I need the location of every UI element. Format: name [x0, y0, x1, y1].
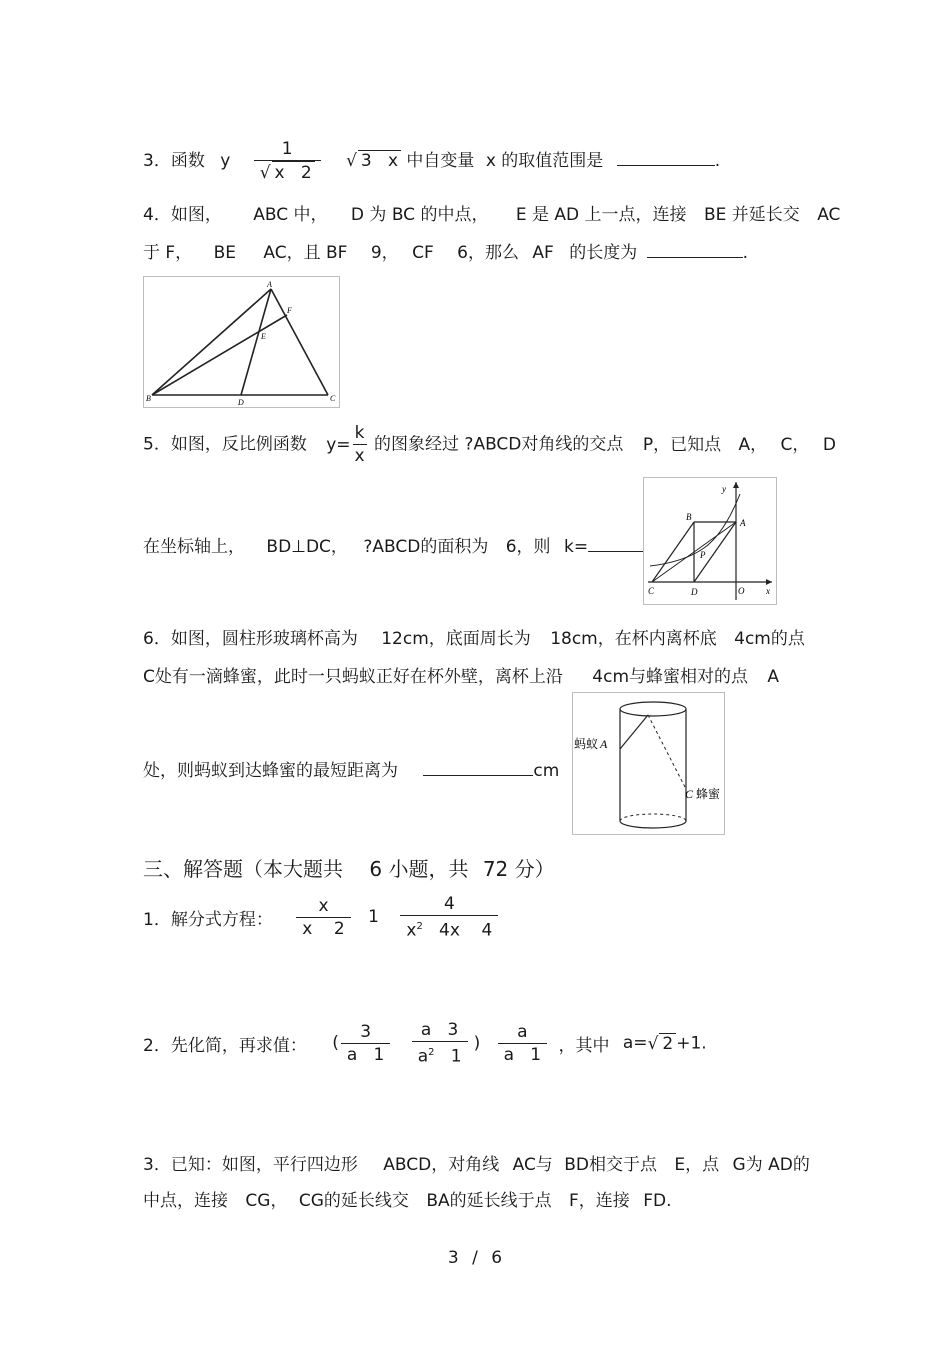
q4-fig-label-b: B: [146, 394, 151, 403]
q5-point-c: C，: [780, 434, 810, 455]
q4-at-f: 于 F，: [143, 243, 193, 263]
question-5-line-2: [143, 532, 673, 557]
question-6-line-2: [143, 662, 779, 687]
p3-bd: BD相交于点: [564, 1155, 657, 1175]
p2-fraction-1: $\frac{3}{a 1}$: [341, 1021, 390, 1066]
p2-fraction-2: $\frac{a 3}{a^2 1}$: [412, 1019, 468, 1068]
section-3-score: 72 分）: [482, 857, 555, 881]
p3-midpoint: 中点，连接: [143, 1191, 228, 1211]
q6-honey-height: 4cm的点: [734, 629, 805, 649]
q5-fig-label-b: B: [686, 512, 692, 522]
p3-point-e: E，点: [674, 1155, 720, 1175]
q6-text: 6．如图，圆柱形玻璃杯高为: [143, 629, 358, 649]
q5-bd-perp: BD⊥DC，: [266, 537, 348, 557]
q6-point-a: A: [767, 667, 780, 687]
p3-text: 3．已知：如图，平行四边形: [143, 1155, 358, 1175]
p3-cg-ext: CG的延长线交: [298, 1191, 409, 1211]
p1-fraction-2: $\frac{4}{x^2 4x 4}$: [400, 893, 498, 942]
p1-fraction-1: $\frac{x}{x 2}$: [296, 895, 351, 940]
section-3-heading: [143, 853, 555, 882]
q6-fig-label-honey: 蜂蜜: [696, 787, 721, 801]
p3-ba-ext: BA的延长线于点: [426, 1191, 552, 1211]
q5-fig-label-a: A: [740, 518, 746, 528]
q6-height: 12cm，底面周长为: [381, 629, 531, 649]
p3-point-f: F，连接: [569, 1191, 630, 1211]
page-number: 3 / 6: [447, 1248, 503, 1268]
p2-sqrt-2: √ 2: [648, 1034, 677, 1054]
p3-cg: CG，: [245, 1191, 288, 1211]
q4-triangle: ABC 中，: [253, 205, 328, 225]
problem-2: [143, 1019, 707, 1068]
q4-be: BE: [213, 243, 236, 263]
q3-text: 3．函数: [143, 151, 205, 171]
p2-plus-one: +1.: [676, 1033, 707, 1054]
q6-fig-label-ant: 蚂蚁: [574, 737, 599, 751]
q5-fig-label-x: x: [766, 586, 770, 596]
p3-ac: AC与: [512, 1155, 553, 1175]
q5-coordinate-figure: [643, 477, 777, 605]
p2-where: ，其中: [558, 1035, 610, 1056]
q4-fig-label-f: F: [287, 306, 292, 315]
q5-fig-label-o: O: [738, 586, 745, 596]
q4-ac: AC: [817, 205, 841, 225]
q6-circumference: 18cm，在杯内离杯底: [550, 629, 717, 649]
q3-frac-num: 1: [254, 138, 321, 161]
question-4-line-2: 于 F， BE AC，且 BF 9， CF 6，那么 AF 的长度为 .: [143, 243, 749, 263]
q5-y-eq: y=: [326, 434, 351, 455]
q5-fig-label-p: P: [700, 550, 706, 560]
section-3-count: 6 小题，共: [369, 857, 469, 881]
q5-axes: 在坐标轴上，: [143, 537, 245, 557]
q4-fig-label-a: A: [267, 280, 272, 289]
p2-label: 2．先化简，再求值：: [143, 1035, 307, 1056]
q4-af: AF: [532, 243, 554, 263]
q3-text-c: 的取值范围是: [501, 151, 604, 171]
p2-fraction-3: $\frac{a}{a 1}$: [498, 1021, 547, 1066]
q4-answer-blank: [647, 241, 743, 258]
q4-point-e: E 是 AD 上一点，连接: [515, 205, 687, 225]
q4-cf-val: 6，那么: [457, 243, 519, 263]
q5-point-d: D: [822, 434, 836, 455]
question-6-line-1: [143, 624, 805, 649]
q4-length: 的长度为: [569, 243, 638, 263]
q5-fig-label-c: C: [648, 586, 655, 596]
q3-x-var: x: [485, 151, 496, 171]
q5-area: ?ABCD的面积为: [363, 537, 489, 557]
q3-y-var: y: [220, 151, 231, 171]
q5-point-a: A，: [738, 434, 768, 455]
p1-label: 1．解分式方程：: [143, 909, 273, 930]
q4-triangle-figure: [143, 276, 340, 408]
p3-point-g: G为 AD的: [732, 1155, 810, 1175]
problem-1: [143, 893, 504, 942]
p3-abcd: ABCD，对角线: [383, 1155, 500, 1175]
q5-k-over-x: $\frac{k}{x}$: [354, 423, 365, 466]
q5-k-eq: k=: [563, 537, 589, 557]
p1-one: 1: [368, 907, 379, 928]
q6-honey: C处有一滴蜂蜜，此时一只蚂蚁正好在杯外壁，离杯上沿: [143, 667, 563, 687]
q5-area-val: 6，则: [505, 537, 551, 557]
q4-bf: AC，且 BF: [263, 243, 348, 263]
question-5-line-1: [143, 422, 836, 467]
q5-point-p: P，已知点: [642, 434, 722, 455]
q4-cf: CF: [412, 243, 434, 263]
q4-bf-val: 9，: [370, 243, 399, 263]
q3-text-b: 中自变量: [406, 151, 475, 171]
q6-fig-label-a: A: [600, 737, 608, 751]
question-6-line-3: [143, 756, 559, 781]
p2-a-eq: a=: [622, 1033, 648, 1054]
q5-text-b: 的图象经过 ?ABCD对角线的交点: [374, 434, 624, 455]
question-4-line-1: [143, 200, 840, 225]
section-3-title: 三、解答题（本大题共: [143, 857, 343, 881]
q6-ant-distance: 4cm与蜂蜜相对的点: [592, 667, 749, 687]
q4-extend: BE 并延长交: [703, 205, 800, 225]
p3-fd: FD.: [643, 1191, 672, 1211]
p2-close-paren: ): [473, 1033, 481, 1054]
q3-sqrt-term: √ 3 x: [346, 151, 401, 171]
q5-fig-label-y: y: [722, 484, 726, 494]
question-3: 3．函数 y $\frac{1}{√ x 2}$ √ 3 x 中自变量 x 的取值范围是 .: [143, 139, 721, 183]
q4-text: 4．如图，: [143, 205, 222, 225]
q4-fig-label-d: D: [238, 398, 244, 407]
q6-shortest: 处，则蚂蚁到达蜂蜜的最短距离为: [143, 761, 398, 781]
q3-answer-blank: [617, 149, 715, 166]
q6-answer-blank: [423, 759, 533, 776]
q3-fraction: [254, 138, 321, 184]
q5-fig-label-d: D: [691, 587, 698, 597]
q6-fig-label-c: C: [685, 787, 694, 801]
q4-fig-label-e: E: [261, 332, 266, 341]
problem-3-line-1: [143, 1150, 810, 1175]
p2-open-paren: (: [332, 1033, 339, 1054]
q6-cylinder-figure: [572, 692, 725, 835]
q4-fig-label-c: C: [330, 394, 336, 403]
q4-midpoint: D 为 BC 的中点，: [350, 205, 489, 225]
problem-3-line-2: [143, 1186, 671, 1211]
q3-frac-den: √ x 2: [254, 161, 321, 184]
q5-text: 5．如图，反比例函数: [143, 434, 307, 455]
q6-unit: cm: [533, 761, 560, 781]
